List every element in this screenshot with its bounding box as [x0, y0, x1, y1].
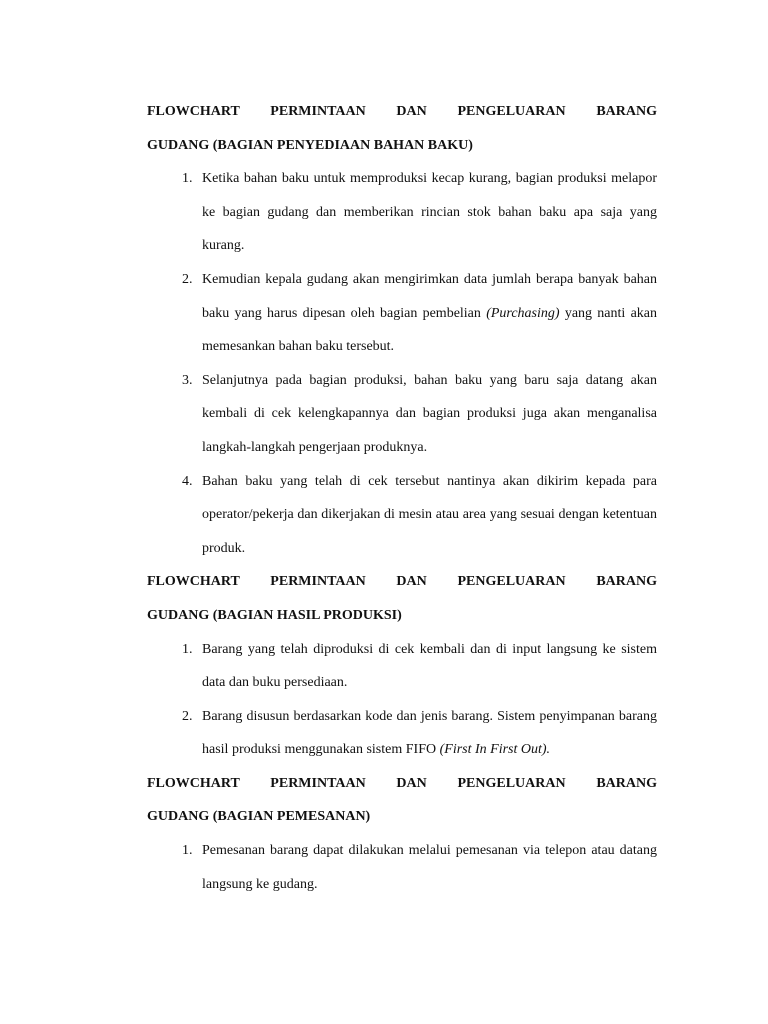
heading-line-1: FLOWCHART PERMINTAAN DAN PENGELUARAN BARANG [147, 104, 657, 119]
section-pemesanan [147, 767, 657, 901]
list-item [182, 364, 657, 465]
section-heading [147, 767, 657, 834]
list-number: 2. [182, 271, 193, 287]
list-item [182, 263, 658, 364]
list-item-text-continued: yang nanti akan memesankan bahan baku tersebut. [202, 305, 658, 355]
list-item [182, 834, 657, 901]
list-item [182, 633, 657, 700]
section-heading [147, 565, 657, 632]
list-item-text: Selanjutnya pada bagian produksi, bahan baku yang baru saja datang akan kembali di cek kelengkapannya dan bagian produksi juga akan menganalisa langkah-langkah pengerjaan produknya. [202, 372, 657, 455]
list-item-text: Pemesanan barang dapat dilakukan melalui pemesanan via telepon atau datang langsung ke gudang. [202, 843, 657, 892]
list-number: 2. [182, 708, 193, 724]
section-penyediaan-bahan-baku [147, 95, 657, 565]
list-number: 1. [182, 641, 193, 657]
list-item [182, 162, 657, 263]
list-item-text: Ketika bahan baku untuk memproduksi kecap kurang, bagian produksi melapor ke bagian gudang dan memberikan rincian stok bahan baku apa saja yang kurang. [202, 171, 657, 254]
list-number: 1. [182, 843, 193, 859]
list-item-text: Bahan baku yang telah di cek tersebut nantinya akan dikirim kepada para operator/pekerja dan dikerjakan di mesin atau area yang sesuai dengan ketentuan produk. [202, 473, 657, 556]
list-number: 3. [182, 372, 193, 388]
heading-line-1: FLOWCHART PERMINTAAN DAN PENGELUARAN BARANG [147, 775, 657, 791]
list-item [182, 700, 657, 767]
numbered-list [147, 162, 657, 565]
section-heading [147, 95, 657, 162]
list-item-text: Kemudian kepala gudang akan mengirimkan data jumlah berapa banyak bahan baku yang harus dipesan oleh bagian pembelian [202, 271, 657, 321]
list-item-text: Barang yang telah diproduksi di cek kembali dan di input langsung ke sistem data dan buku persediaan. [202, 641, 657, 691]
numbered-list [147, 633, 657, 767]
section-hasil-produksi [147, 565, 657, 767]
heading-line-2: GUDANG (BAGIAN PEMESANAN) [147, 809, 371, 825]
list-number: 1. [182, 171, 193, 187]
list-item-text: Barang disusun berdasarkan kode dan jenis barang. Sistem penyimpanan barang hasil produksi menggunakan sistem FIFO [202, 708, 657, 758]
numbered-list [147, 834, 657, 901]
heading-line-1: FLOWCHART PERMINTAAN DAN PENGELUARAN BARANG [147, 574, 657, 590]
heading-line-2: GUDANG (BAGIAN HASIL PRODUKSI) [147, 607, 402, 623]
list-number: 4. [182, 473, 193, 489]
heading-line-2: GUDANG (BAGIAN PENYEDIAAN BAHAN BAKU) [147, 137, 473, 153]
document-body [147, 95, 657, 901]
list-item [182, 465, 657, 566]
list-item-italic-text: (First In First Out). [439, 742, 551, 758]
list-item-italic-text: (Purchasing) [486, 305, 560, 321]
